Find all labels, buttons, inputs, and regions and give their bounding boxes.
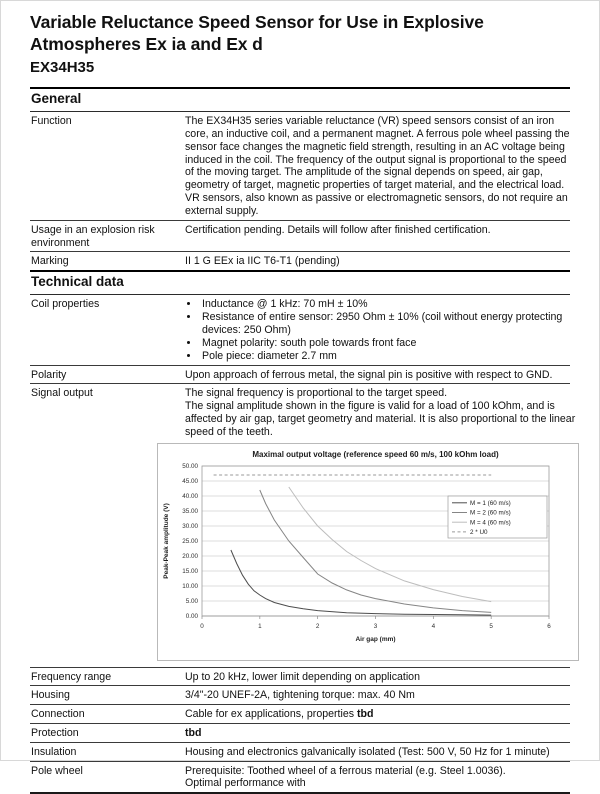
connection-text: Cable for ex applications, properties	[185, 708, 357, 721]
svg-text:50.00: 50.00	[182, 462, 198, 470]
svg-text:2: 2	[315, 622, 320, 630]
output-voltage-chart-frame	[157, 443, 579, 661]
row-value	[163, 387, 579, 664]
row-label: Signal output	[31, 387, 93, 400]
row-value: Upon approach of ferrous metal, the signal pin is positive with respect to GND.	[185, 368, 553, 381]
row-housing	[30, 686, 570, 705]
svg-text:5: 5	[489, 622, 493, 630]
row-marking	[30, 252, 570, 270]
svg-text:20.00: 20.00	[182, 552, 198, 560]
row-label: Coil properties	[31, 298, 100, 311]
row-value	[185, 298, 570, 362]
row-label: Polarity	[31, 368, 67, 381]
row-label: Function	[31, 115, 72, 128]
pole-wheel-text: Optimal performance with	[185, 777, 306, 790]
coil-properties-list	[185, 298, 570, 362]
svg-text:Air gap (mm): Air gap (mm)	[355, 635, 396, 643]
section-heading-general: General	[30, 87, 570, 112]
row-pole-wheel	[30, 762, 570, 794]
row-value: Housing and electronics galvanically isolated (Test: 500 V, 50 Hz for 1 minute)	[185, 745, 550, 758]
svg-text:M = 1 (60 m/s): M = 1 (60 m/s)	[470, 499, 511, 507]
svg-text:M = 4 (60 m/s): M = 4 (60 m/s)	[470, 519, 511, 527]
row-label: Frequency range	[31, 670, 112, 683]
page-title: Variable Reluctance Speed Sensor for Use in Explosive Atmospheres Ex ia and Ex d	[30, 12, 484, 54]
row-value: Up to 20 kHz, lower limit depending on application	[185, 670, 420, 683]
row-value	[185, 727, 570, 740]
bullet-item: • Inductance @ 1 kHz: 70 mH ± 10%	[200, 298, 570, 311]
row-coil-properties	[30, 295, 570, 365]
pole-wheel-text: Prerequisite: Toothed wheel of a ferrous material (e.g. Steel 1.0036).	[185, 764, 506, 777]
row-value: The EX34H35 series variable reluctance (VR) speed sensors consist of an iron core, an inductive coil, and a permanent magnet. A ferrous pole wheel passing the sensor face changes the magnetic field strength, resulting in an AC voltage being induced in the coil. The frequency of the output signal is proportional to the speed of the moving target. The amplitude of the signal depends on speed, air gap, geometry of target, magnetic properties of target material, and the electrical load. VR sensors, also known as passive or electromagnetic sensors, do not require an external supply.	[185, 115, 570, 217]
row-value: II 1 G EEx ia IIC T6-T1 (pending)	[185, 255, 340, 268]
svg-text:40.00: 40.00	[182, 492, 198, 500]
signal-output-text: The signal amplitude shown in the figure is valid for a load of 100 kOhm, and is affected by air gap, target geometry and material. It is also proportional to the linear speed of the teeth.	[185, 400, 576, 438]
tbd-flag: tbd	[185, 727, 202, 740]
svg-text:3: 3	[373, 622, 378, 630]
svg-text:30.00: 30.00	[182, 522, 198, 530]
svg-text:Peak-Peak amplitude (V): Peak-Peak amplitude (V)	[163, 502, 170, 579]
svg-text:0: 0	[200, 622, 204, 630]
svg-text:0.00: 0.00	[185, 612, 198, 620]
svg-text:5.00: 5.00	[185, 597, 198, 605]
row-value	[185, 708, 570, 721]
row-value	[185, 765, 570, 791]
row-label: Connection	[31, 708, 85, 721]
svg-text:M = 2 (60 m/s): M = 2 (60 m/s)	[470, 509, 511, 517]
row-signal-output	[30, 384, 576, 667]
model-number: EX34H35	[30, 58, 95, 76]
row-label: Housing	[31, 689, 70, 702]
row-connection	[30, 705, 570, 724]
svg-text:35.00: 35.00	[182, 507, 198, 515]
svg-text:25.00: 25.00	[182, 537, 198, 545]
svg-text:10.00: 10.00	[182, 582, 198, 590]
svg-text:4: 4	[431, 622, 436, 630]
svg-text:45.00: 45.00	[182, 477, 198, 485]
row-label: Protection	[31, 727, 79, 740]
bullet-item: • Pole piece: diameter 2.7 mm	[200, 350, 570, 363]
row-frequency-range	[30, 668, 570, 687]
svg-text:1: 1	[258, 622, 262, 630]
output-voltage-chart	[158, 444, 578, 660]
row-value: Certification pending. Details will follow after finished certification.	[185, 223, 491, 236]
row-polarity	[30, 366, 570, 385]
svg-text:Maximal output voltage (refere: Maximal output voltage (reference speed 60 m/s, 100 kOhm load)	[252, 449, 499, 459]
svg-text:15.00: 15.00	[182, 567, 198, 575]
row-insulation	[30, 743, 570, 762]
row-label: Usage in an explosion risk environment	[31, 223, 155, 249]
tbd-flag: tbd	[356, 708, 374, 721]
signal-output-text: The signal frequency is proportional to the target speed.	[185, 387, 448, 400]
bullet-item: • Magnet polarity: south pole towards front face	[200, 337, 570, 350]
section-heading-technical-data: Technical data	[30, 270, 570, 295]
row-label: Marking	[31, 255, 69, 268]
row-function	[30, 112, 570, 221]
svg-text:2 * U0: 2 * U0	[470, 528, 488, 536]
row-protection	[30, 724, 570, 743]
row-label: Insulation	[31, 745, 77, 758]
row-value: 3/4"-20 UNEF-2A, tightening torque: max. 40 Nm	[185, 689, 415, 702]
bullet-item: • Resistance of entire sensor: 2950 Ohm ± 10% (coil without energy protecting devices: 250 Ohm)	[200, 311, 570, 337]
row-usage	[30, 221, 570, 253]
svg-text:6: 6	[547, 622, 551, 630]
row-label: Pole wheel	[31, 764, 83, 777]
